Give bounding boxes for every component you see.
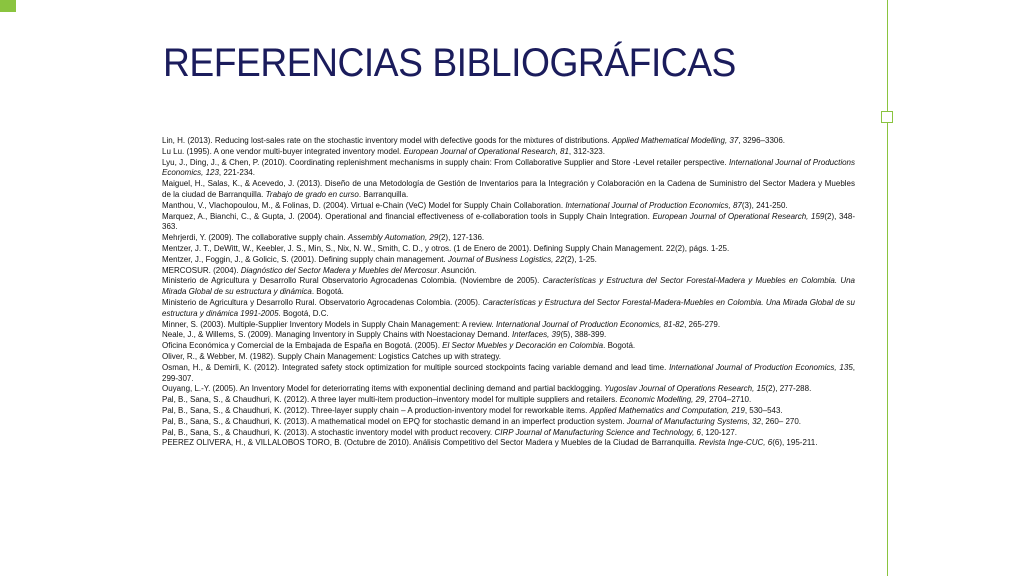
- reference-item: Lyu, J., Ding, J., & Chen, P. (2010). Coordinating replenishment mechanisms in supply chain: From Collaborative Supplier and Store -Level retailer perspective. International Journal of Productions Economics, 123, 221-234.: [162, 157, 855, 178]
- reference-item: Ministerio de Agricultura y Desarrollo Rural. Observatorio Agrocadenas Colombia. (2005). Características y Estructura del Sector Forestal-Madera-Muebles en Colombia. Una Mirada Global de su estructura y dinámica 1991-2005. Bogotá, D.C.: [162, 297, 855, 318]
- reference-item: Pal, B., Sana, S., & Chaudhuri, K. (2012). A three layer multi-item production–inventory model for multiple suppliers and retailers. Economic Modelling, 29, 2704–2710.: [162, 395, 752, 405]
- reference-item: Oficina Económica y Comercial de la Embajada de España en Bogotá. (2005). El Sector Muebles y Decoración en Colombia. Bogotá.: [162, 341, 636, 351]
- reference-item: Pal, B., Sana, S., & Chaudhuri, K. (2012). Three-layer supply chain – A production-inventory model for reworkable items. Applied Mathematics and Computation, 219, 530–543.: [162, 405, 783, 415]
- reference-item: Ministerio de Agricultura y Desarrollo Rural Observatorio Agrocadenas Colombia. (Noviembre de 2005). Características y Estructura del Sector Forestal-Madera y Muebles en Colombia. Una Mirada Global de su estructura y dinámica. Bogotá.: [162, 276, 855, 297]
- reference-item: Pal, B., Sana, S., & Chaudhuri, K. (2013). A stochastic inventory model with product recovery. CIRP Journal of Manufacturing Science and Technology, 6, 120-127.: [162, 427, 737, 437]
- reference-item: Marquez, A., Bianchi, C., & Gupta, J. (2004). Operational and financial effectiveness of e-collaboration tools in Supply Chain Integration. European Journal of Operational Research, 159(2), 348-363.: [162, 211, 855, 232]
- right-decoration: [871, 0, 1024, 576]
- reference-item: Neale, J., & Willems, S. (2009). Managing Inventory in Supply Chains with Noestacionay Demand. Interfaces, 39(5), 388-399.: [162, 330, 607, 340]
- reference-item: Maiguel, H., Salas, K., & Acevedo, J. (2013). Diseño de una Metodología de Gestión de Inventarios para la Integración y Colaboración en la Cadena de Suministro del Sector Madera y Muebles de la ciudad de Barranquilla. Trabajo de grado en curso. Barranquilla.: [162, 179, 855, 199]
- reference-list: [162, 136, 855, 449]
- reference-item: Lin, H. (2013). Reducing lost-sales rate on the stochastic inventory model with defective goods for the mixtures of distributions. Applied Mathematical Modelling, 37, 3296–3306.: [162, 136, 786, 145]
- reference-item: Mehrjerdi, Y. (2009). The collaborative supply chain. Assembly Automation, 29(2), 127-136.: [162, 233, 485, 243]
- reference-item: Mentzer, J., Foggin, J., & Golicic, S. (2001). Defining supply chain management. Journal of Business Logistics, 22(2), 1-25.: [162, 254, 597, 264]
- reference-item: Manthou, V., Vlachopoulou, M., & Folinas, D. (2004). Virtual e-Chain (VeC) Model for Supply Chain Collaboration. International Journal of Production Economics, 87(3), 241-250.: [162, 200, 788, 210]
- accent-square: [881, 111, 893, 123]
- reference-item: Lu Lu. (1995). A one vendor multi-buyer integrated inventory model. European Journal of Operational Research, 81, 312-323.: [162, 146, 605, 156]
- reference-item: PEEREZ OLIVERA, H., & VILLALOBOS TORO, B. (Octubre de 2010). Análisis Competitivo del Sector Madera y Muebles de la Ciudad de Barranquilla. Revista Inge-CUC, 6(6), 195-211.: [162, 438, 818, 448]
- reference-item: Pal, B., Sana, S., & Chaudhuri, K. (2013). A mathematical model on EPQ for stochastic demand in an imperfect production system. Journal of Manufacturing Systems, 32, 260– 270.: [162, 416, 802, 426]
- reference-item: MERCOSUR. (2004). Diagnóstico del Sector Madera y Muebles del Mercosur. Asunción.: [162, 265, 477, 275]
- top-left-accent-bar: [0, 0, 16, 12]
- reference-item: Minner, S. (2003). Multiple-Supplier Inventory Models in Supply Chain Management: A review. International Journal of Production Economics, 81-82, 265-279.: [162, 319, 721, 329]
- slide-title: REFERENCIAS BIBLIOGRÁFICAS: [163, 41, 736, 85]
- reference-item: Ouyang, L.-Y. (2005). An Inventory Model for deteriorrating items with exponential declining demand and partial backlogging. Yugoslav Journal of Operations Research, 15(2), 277-288.: [162, 384, 812, 394]
- reference-item: Oliver, R., & Webber, M. (1982). Supply Chain Management: Logistics Catches up with strategy.: [162, 351, 501, 361]
- reference-item: Mentzer, J. T., DeWitt, W., Keebler, J. S., Min, S., Nix, N. W., Smith, C. D., y otros. (1 de Enero de 2001). Defining Supply Chain Management. 22(2), págs. 1-25.: [162, 243, 730, 253]
- reference-item: Osman, H., & Demirli, K. (2012). Integrated safety stock optimization for multiple sourced stockpoints facing variable demand and lead time. International Journal of Production Economics, 135, 299-307.: [162, 362, 855, 383]
- vertical-accent-line: [887, 0, 888, 576]
